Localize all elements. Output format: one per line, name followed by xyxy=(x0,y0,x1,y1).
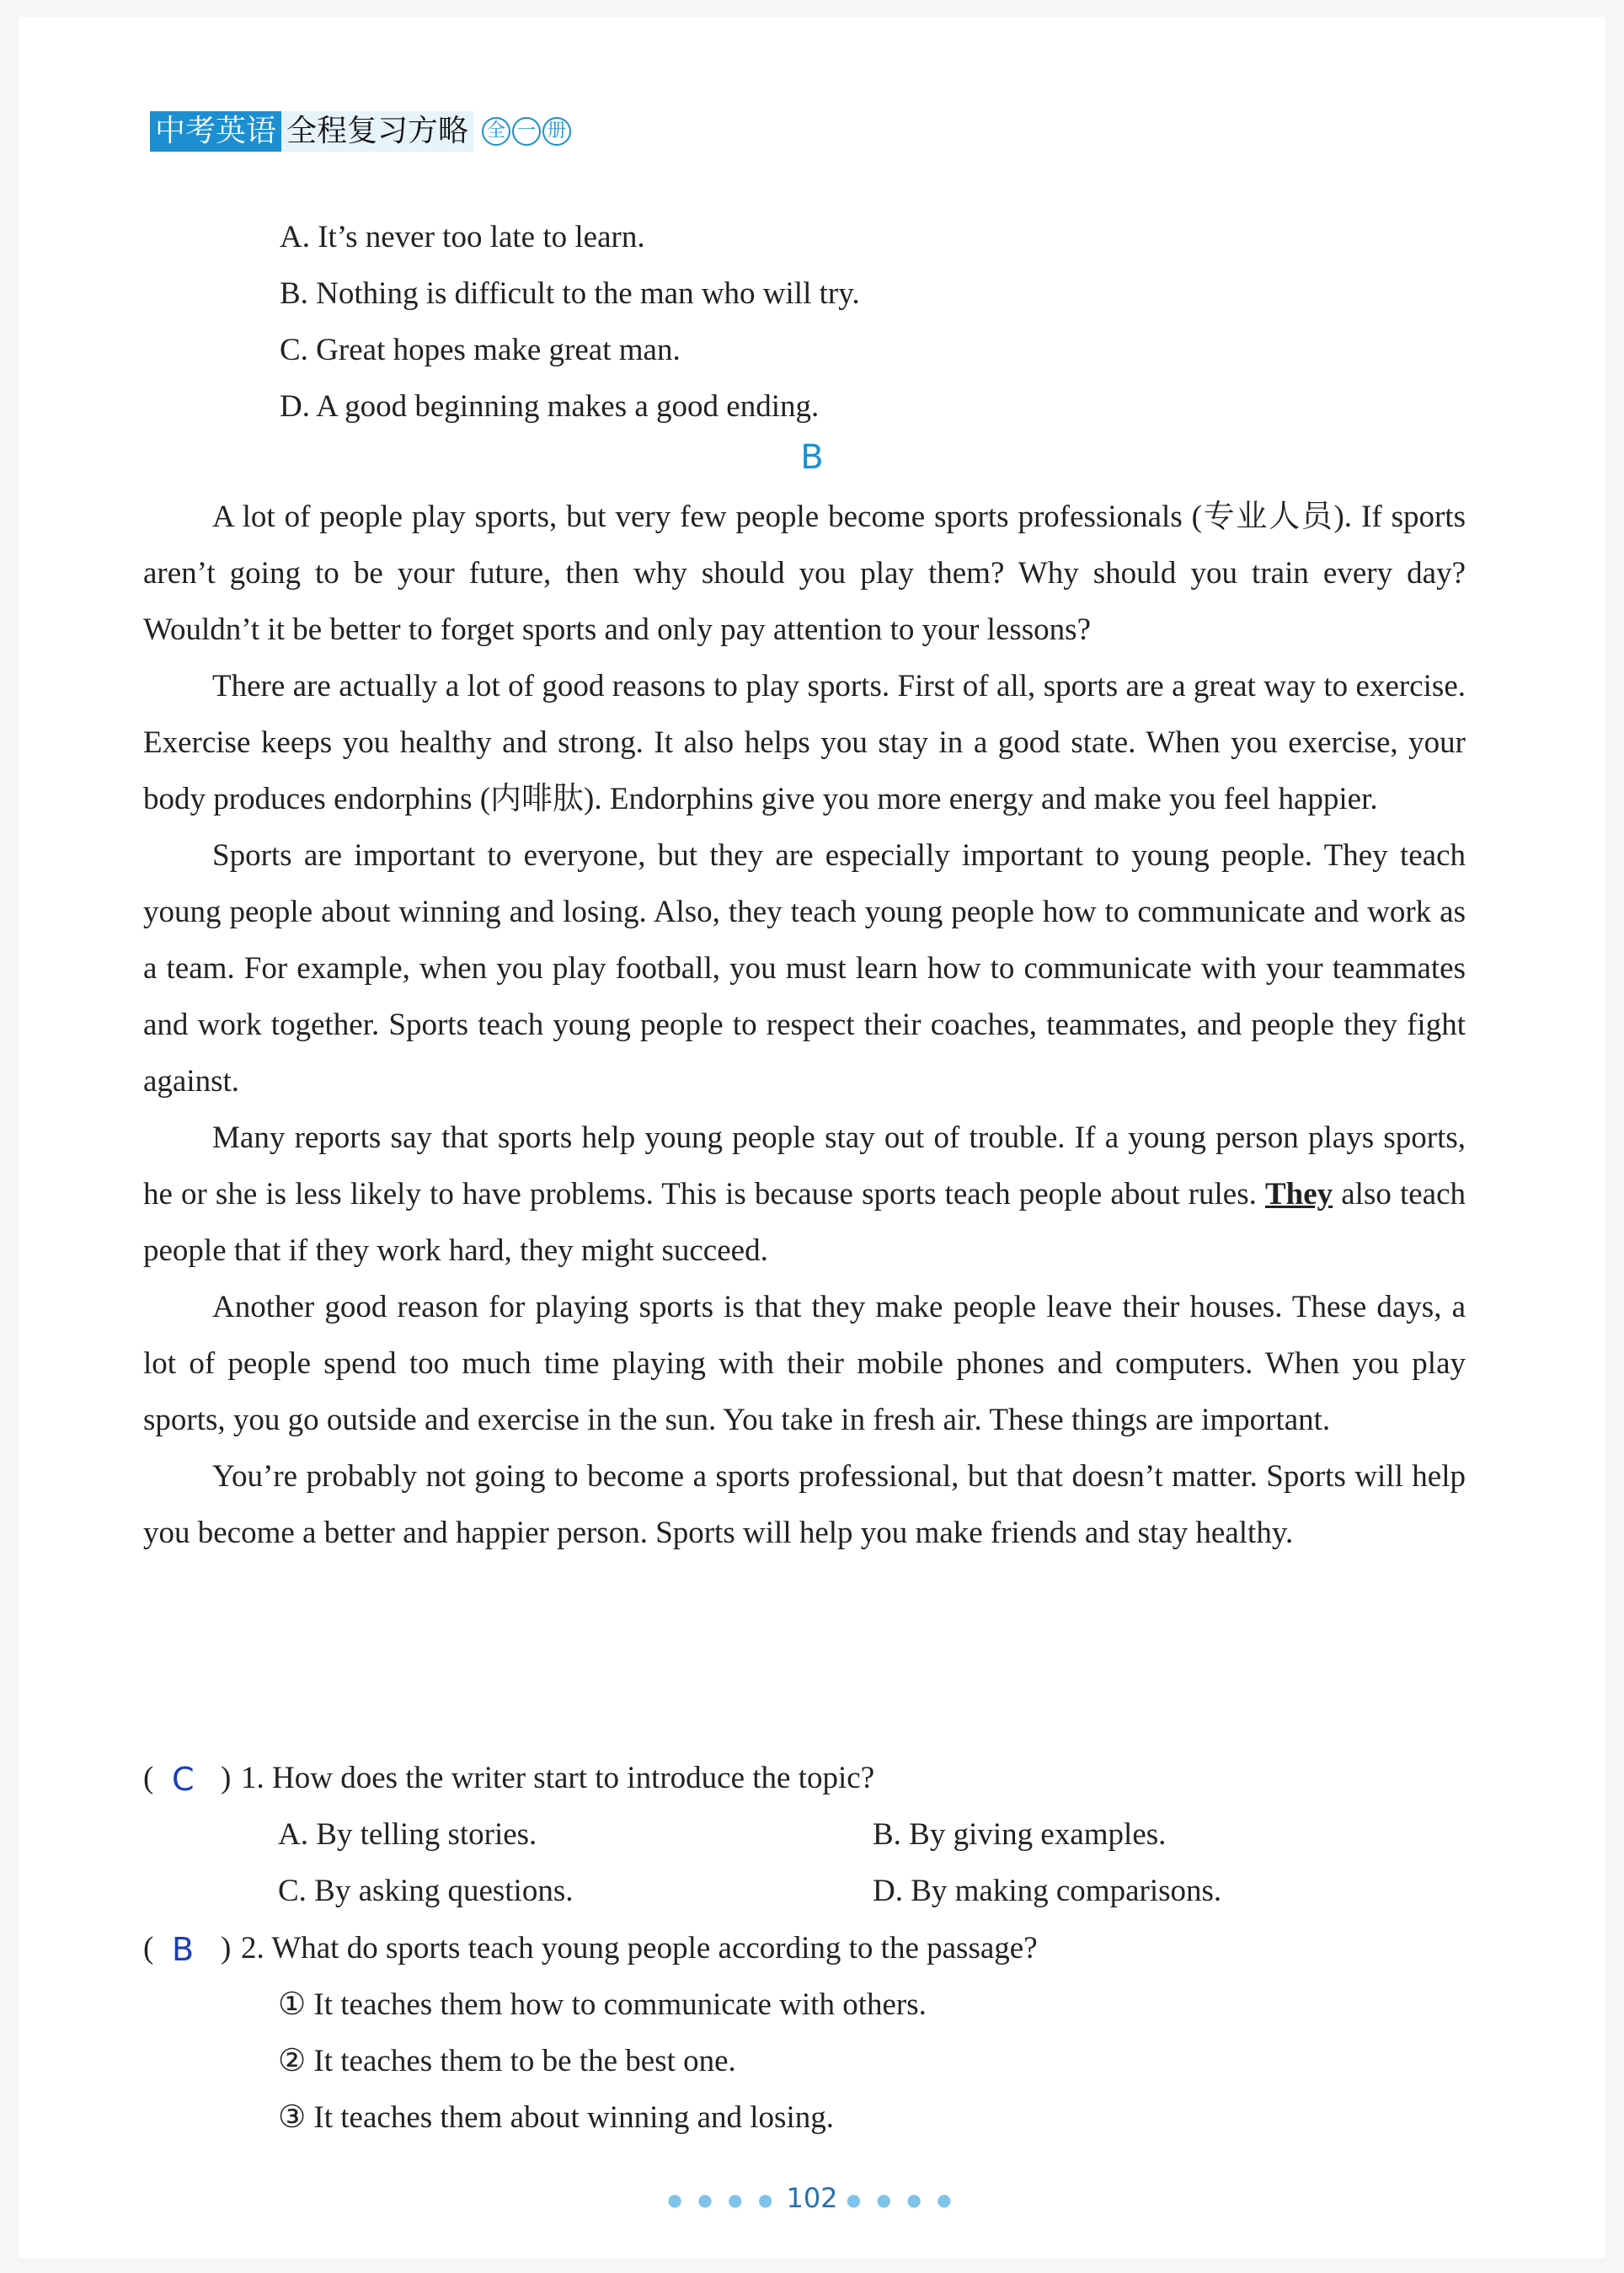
paragraph: A lot of people play sports, but very few people become sports professionals (专业人员). If sports aren’t going to be your future, then why should you play them? Why should you train every day? Wouldn’t it be better to forget sports and only pay attention to your lessons? xyxy=(143,500,1466,647)
book-header xyxy=(150,111,571,152)
decorative-dots-icon: ● ● ● ● xyxy=(846,2190,957,2210)
question-1 xyxy=(143,1750,874,1806)
option: ① It teaches them how to communicate with others. xyxy=(278,1987,927,2022)
paragraph-text: also teach people that if they work hard, they might succeed. xyxy=(143,1177,1466,1268)
section-label: B xyxy=(800,438,824,477)
question-text: 2. What do sports teach young people according to the passage? xyxy=(241,1931,1038,1965)
volume-char: 册 xyxy=(542,117,571,146)
paren-open: ( xyxy=(143,1761,154,1795)
paragraph: Another good reason for playing sports is that they make people leave their houses. These days, a lot of people spend too much time playing with their mobile phones and computers. When you play sports, you go outside and exercise in the sun. You take in fresh air. These things are important. xyxy=(143,1290,1466,1437)
page-number: 102 xyxy=(786,2182,838,2214)
option: D. A good beginning makes a good ending. xyxy=(280,389,820,424)
paren-open: ( xyxy=(143,1931,154,1965)
paragraph: Sports are important to everyone, but they are especially important to young people. They teach young people about winning and losing. Also, they teach young people how to communicate and work as a team. For example, when you play football, you must learn how to communicate with your teammates and work together. Sports teach young people to respect their coaches, teammates, and people they fight against. xyxy=(143,838,1466,1099)
decorative-dots-icon: ● ● ● ● xyxy=(667,2190,778,2210)
volume-char: 一 xyxy=(512,117,541,146)
option: ② It teaches them to be the best one. xyxy=(278,2044,736,2078)
option: B. By giving examples. xyxy=(873,1817,1167,1852)
paragraph: You’re probably not going to become a sports professional, but that doesn’t matter. Sports will help you become a better and happier person. Sports will help you make friends and stay healthy. xyxy=(143,1459,1466,1550)
underlined-word: They xyxy=(1264,1177,1333,1211)
option: B. Nothing is difficult to the man who will try. xyxy=(280,276,860,311)
answer-mark: B xyxy=(172,1931,195,1968)
paren-close: ) xyxy=(221,1931,232,1965)
question-text: 1. How does the writer start to introduce the topic? xyxy=(241,1761,875,1795)
book-title: 全程复习方略 xyxy=(281,111,473,152)
page-footer xyxy=(0,2182,1624,2214)
series-tag: 中考英语 xyxy=(150,111,281,152)
question-2-options xyxy=(278,1976,927,2146)
option: C. Great hopes make great man. xyxy=(280,333,681,367)
option: A. It’s never too late to learn. xyxy=(280,220,645,254)
option: ③ It teaches them about winning and losing. xyxy=(278,2100,834,2135)
paren-close: ) xyxy=(221,1761,232,1795)
paragraph-text: Many reports say that sports help young people stay out of trouble. If a young person plays sports, he or she is less likely to have problems. This is because sports teach people about rules. xyxy=(143,1120,1466,1211)
previous-question-options xyxy=(280,209,860,435)
reading-passage xyxy=(143,489,1466,1561)
option: D. By making comparisons. xyxy=(873,1874,1222,1908)
volume-char: 全 xyxy=(482,117,510,146)
question-1-options xyxy=(278,1806,1467,1919)
paragraph: There are actually a lot of good reasons to play sports. First of all, sports are a great way to exercise. Exercise keeps you healthy and strong. It also helps you stay in a good state. When you exercise, your body produces endorphins (内啡肽). Endorphins give you more energy and make you feel happier. xyxy=(143,669,1466,816)
option: C. By asking questions. xyxy=(278,1874,574,1908)
question-2 xyxy=(143,1920,1038,1976)
paragraph xyxy=(143,1110,1466,1279)
volume-badge xyxy=(482,117,571,146)
option: A. By telling stories. xyxy=(278,1817,537,1852)
answer-mark: C xyxy=(172,1761,195,1798)
